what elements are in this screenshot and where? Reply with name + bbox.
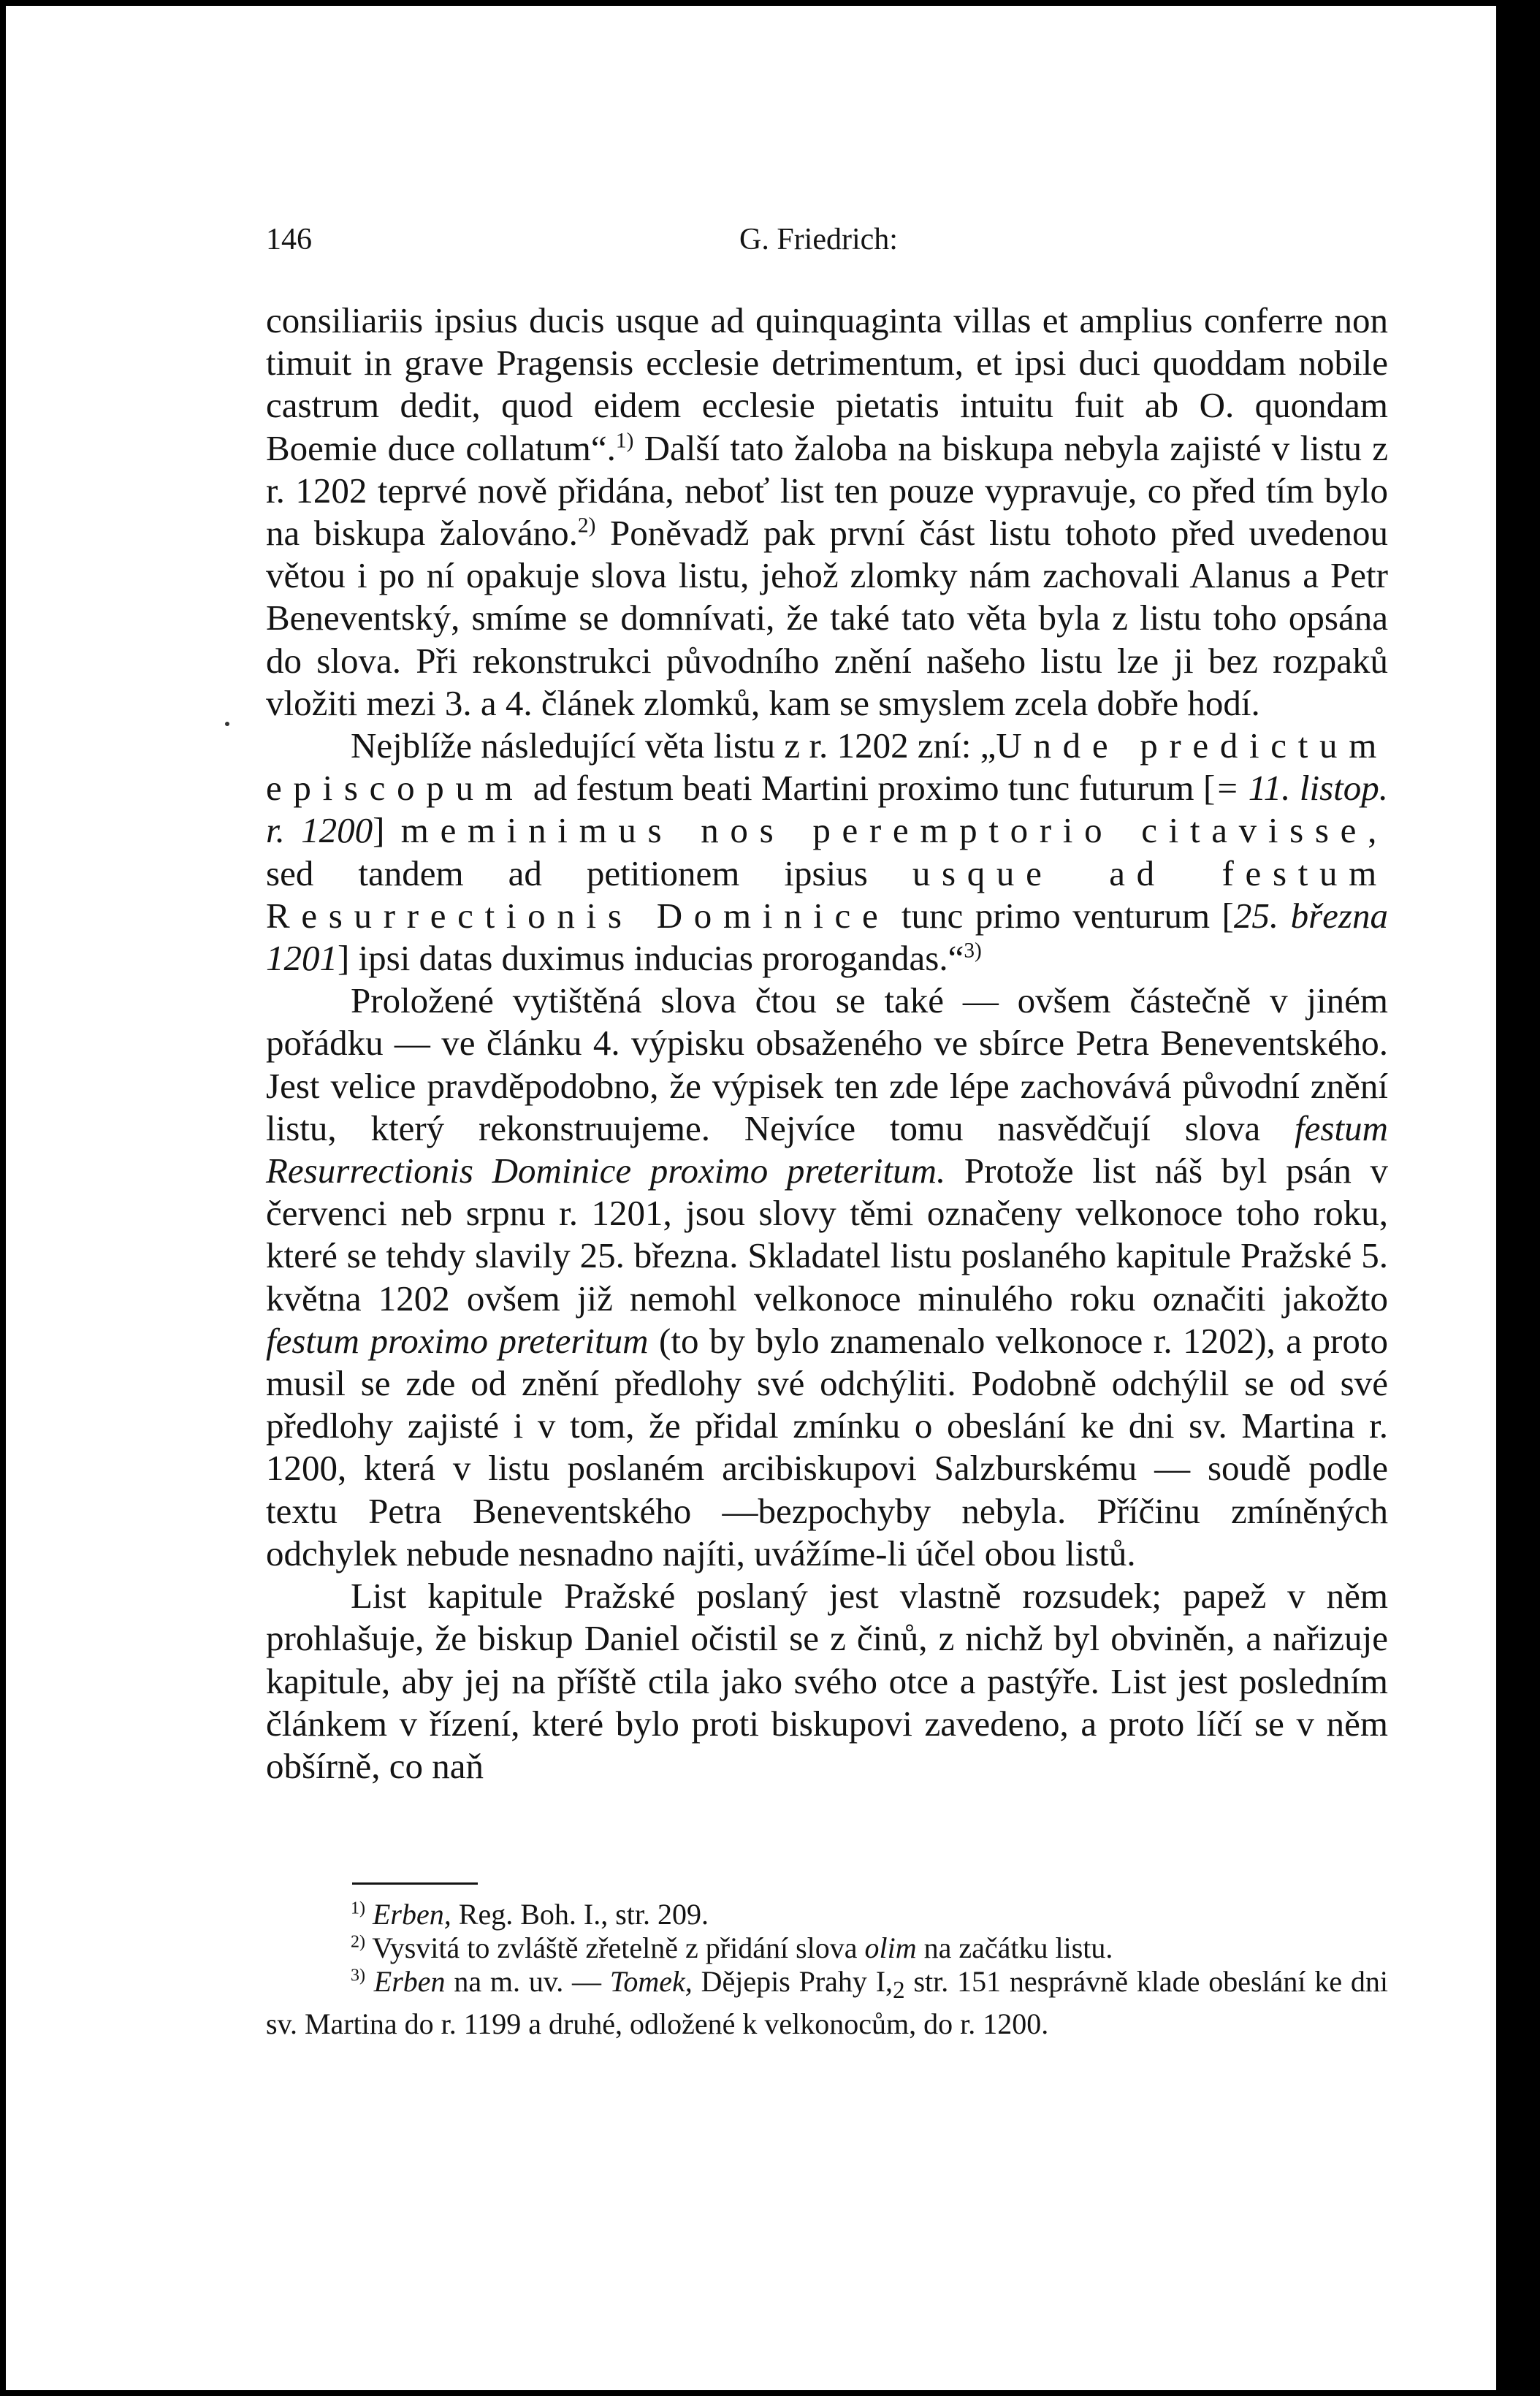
scan-edge xyxy=(1496,0,1540,2396)
spaced-quote: usque ad festum Resurrectionis Dominice xyxy=(266,852,1388,936)
editor-note: = 11. listop. r. 1200 xyxy=(266,768,1389,851)
italic-phrase: festum proximo preteritum xyxy=(266,1320,649,1361)
spaced-quote: meminimus nos peremptorio citavisse, xyxy=(400,810,1388,851)
running-head: G. Friedrich: xyxy=(739,223,898,256)
page-header xyxy=(266,222,1391,266)
footnote-divider xyxy=(352,1882,478,1885)
editor-note: 25. března 1201 xyxy=(266,895,1388,979)
paragraph-4: List kapitule Pražské poslaný jest vlastně rozsudek; papež v něm prohlašuje, že biskup Daniel očistil se z činů, z nichž byl obviněn, a nařizuje kapitule, aby jej na příště ctila jako svého otce a pastýře. List jest posledním článkem v řízení, které bylo proti biskupovi zavedeno, a proto líčí se v něm obšírně, co naň xyxy=(266,1576,1388,1786)
footnote-3: $^{3)}$ Erben na m. uv. — Tomek, Dějepis Prahy $I,_2$ str. 151 nesprávně klade obeslání ke dni sv. Martina do r. 1199 a druhé, odložené k velkonocům, do r. 1200. xyxy=(266,1965,1388,2040)
footnote-ref-1: 1) xyxy=(615,429,634,453)
main-text xyxy=(266,300,1388,1788)
footnote-2: $^{2)}$ Vysvitá to zvláště zřetelně z přidání slova olim na začátku listu. xyxy=(351,1931,1113,1964)
margin-speck xyxy=(225,722,229,726)
paragraph-2: Nejblíže následující věta listu z r. 1202 zní: „Unde predictum episcopum ad festum beati Martini proximo tunc futurum [= 11. listop. r. 1200] meminimus nos peremptorio citavisse, sed tandem ad petitionem ipsius usque ad festum Resurrectionis Dominice tunc primo venturum [25. března 1201] ipsi datas duximus inducias prorogandas.“$^{3)}$ xyxy=(266,725,1389,979)
paragraph-3: Proložené vytištěná slova čtou se také — ovšem částečně v jiném pořádku — ve článku 4. výpisku obsaženého ve sbírce Petra Beneventského. Jest velice pravděpodobno, že výpisek ten zde lépe zachovává původní znění listu, který rekonstruujeme. Nejvíce tomu nasvědčují slova festum Resurrectionis Dominice proximo preteritum. Protože list náš byl psán v červenci neb srpnu r. 1201, jsou slovy těmi označeny velkonoce toho roku, které se tehdy slavily 25. března. Skladatel listu poslaného kapitule Pražské 5. května 1202 ovšem již nemohl velkonoce minulého roku označiti jakožto festum proximo preteritum (to by bylo znamenalo velkonoce r. 1202), a proto musil se zde od znění předlohy své odchýliti. Podobně odchýlil se od své předlohy zajisté i v tom, že přidal zmínku o obeslání ke dni sv. Martina r. 1200, která v listu poslaném arcibiskupovi Salzburskému — soudě podle textu Petra Beneventského —bezpochyby nebyla. Příčinu zmíněných odchylek nebude nesnadno najíti, uvážíme-li účel obou listů. xyxy=(266,980,1388,1573)
paragraph-1: consiliariis ipsius ducis usque ad quinquaginta villas et amplius conferre non timuit in grave Pragensis ecclesie detrimentum, et ipsi duci quoddam nobile castrum dedit, quod eidem ecclesie pietatis intuitu fuit ab O. quondam Boemie duce collatum“.$^{1)}$ Další tato žaloba na biskupa nebyla zajisté v listu z r. 1202 teprvé nově přidána, neboť list ten pouze vypravuje, co před tím bylo na biskupa žalováno.$^{2)}$ Poněvadž pak první část listu tohoto před uvedenou větou i po ní opakuje slova listu, jehož zlomky nám zachovali Alanus a Petr Beneventský, smíme se domnívati, že také tato věta byla z listu toho opsána do slova. Při rekonstrukci původního znění našeho listu lze ji bez rozpaků vložiti mezi 3. a 4. článek zlomků, kam se smyslem zcela dobře hodí. xyxy=(266,300,1388,723)
footnote-1: $^{1)}$ Erben, Reg. Boh. I., str. 209. xyxy=(351,1898,709,1931)
page-number: 146 xyxy=(266,223,312,256)
footnote-ref-3: 3) xyxy=(964,939,982,963)
spaced-quote: Unde predictum episcopum xyxy=(266,725,1389,809)
footnotes xyxy=(266,1898,1388,2041)
footnote-ref-2: 2) xyxy=(577,514,596,538)
book-page xyxy=(6,6,1496,2390)
italic-phrase: festum Resurrectionis Dominice proximo preteritum. xyxy=(266,1107,1388,1191)
